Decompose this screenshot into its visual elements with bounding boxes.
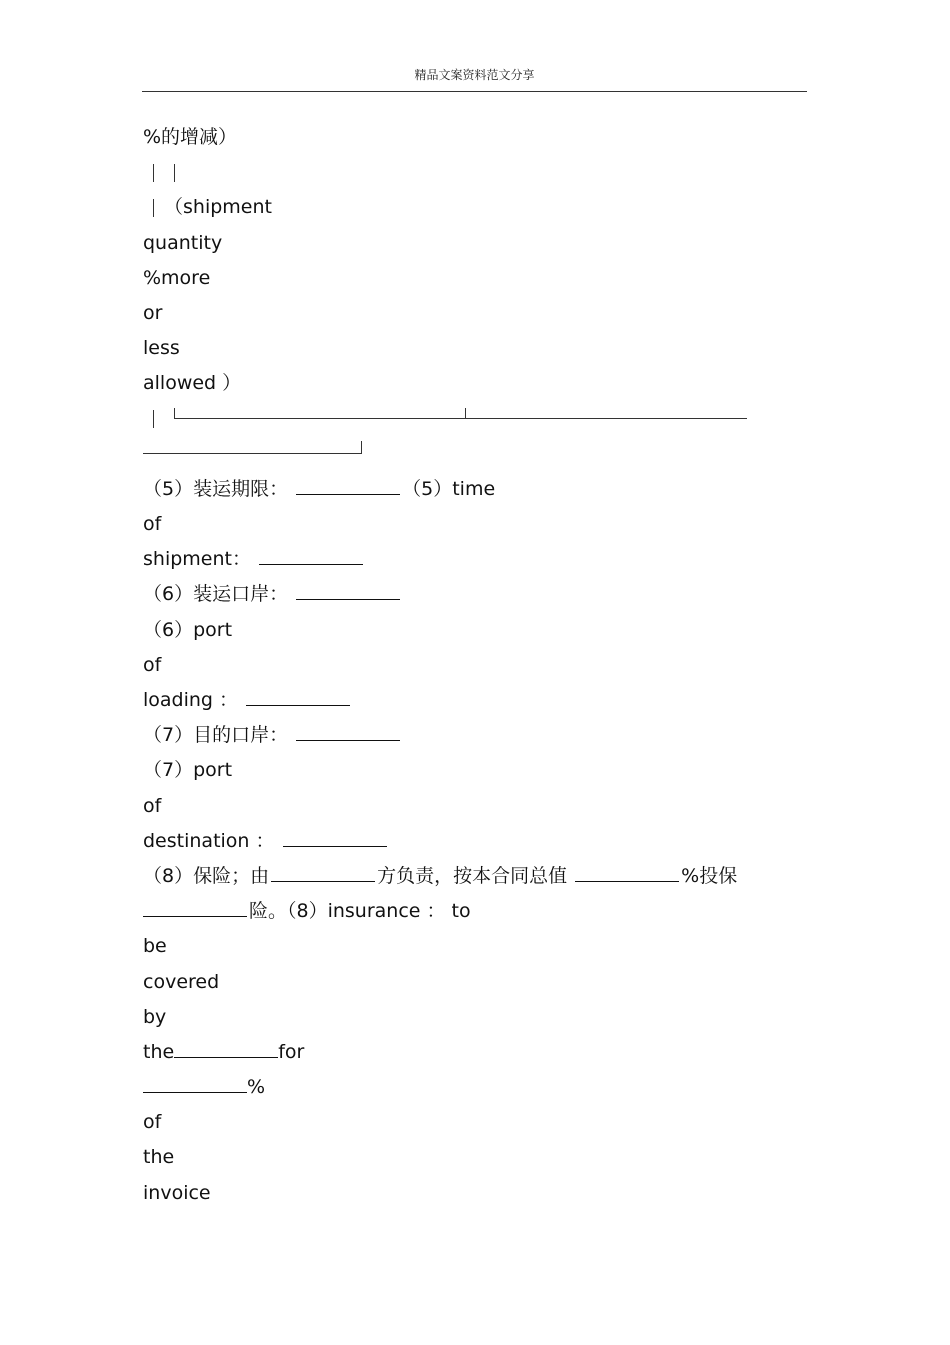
line-be: be	[143, 935, 167, 958]
line-destination	[143, 824, 808, 859]
blank-field[interactable]	[296, 478, 400, 495]
line-more: %more	[143, 266, 211, 289]
vertical-bar	[153, 199, 154, 217]
line-port: （6）port	[143, 618, 233, 641]
line-insurance-cn	[143, 859, 808, 894]
text-loading-label: loading ：	[143, 689, 239, 711]
line-quantity: quantity	[143, 231, 223, 254]
line-allowed: allowed ）	[143, 372, 242, 395]
text-the: the	[143, 1040, 175, 1063]
text-shipment-period-cn: （5）装运期限：	[143, 477, 289, 500]
text-insurance-cn-2: 方负责，按本合同总值	[377, 864, 568, 887]
line-of: of	[143, 653, 162, 676]
line-port-of-loading-cn	[143, 577, 808, 612]
blank-field[interactable]	[143, 900, 247, 917]
text-for: for	[278, 1040, 305, 1063]
blank-field[interactable]	[246, 689, 350, 706]
rule-mid-tick	[465, 408, 466, 418]
line-by: by	[143, 1005, 167, 1028]
line-time-of-shipment	[143, 472, 808, 507]
line-less: less	[143, 337, 180, 360]
blank-field[interactable]	[271, 865, 375, 882]
blank-field[interactable]	[143, 1076, 247, 1093]
horizontal-rule	[143, 437, 362, 454]
blank-field[interactable]	[259, 548, 363, 565]
line-covered: covered	[143, 970, 220, 993]
text-time: （5）time	[402, 477, 496, 500]
line-the: the	[143, 1146, 175, 1169]
line-vertical-bars	[143, 155, 808, 190]
line-percent	[143, 1070, 808, 1105]
line-destination-cn	[143, 718, 808, 753]
rule-end-tick	[361, 441, 362, 453]
line-of: of	[143, 1111, 162, 1134]
text-destination-label: destination ：	[143, 829, 275, 852]
blank-field[interactable]	[296, 724, 400, 741]
line-shipment-colon	[143, 542, 808, 577]
blank-field[interactable]	[575, 865, 679, 882]
text-destination-cn: （7）目的口岸：	[143, 724, 289, 747]
text-shipment-label: shipment：	[143, 548, 251, 571]
line-of: of	[143, 794, 162, 817]
page-header-title: 精品文案资料范文分享	[414, 68, 535, 82]
vertical-bar	[153, 410, 154, 428]
text-loading-port-cn: （6）装运口岸：	[143, 583, 289, 606]
line-quantity-tolerance-cn: %的增减）	[143, 126, 238, 148]
header-divider	[142, 91, 807, 92]
line-insurance	[143, 894, 808, 929]
vertical-bar	[153, 164, 154, 182]
text-percent: %	[247, 1076, 266, 1099]
line-or: or	[143, 301, 163, 324]
vertical-bar	[174, 164, 175, 182]
table-rule-row	[143, 402, 808, 437]
text-shipment: （shipment	[164, 196, 272, 219]
text-insurance: 险。（8）insurance ： to	[249, 900, 471, 923]
blank-field[interactable]	[296, 583, 400, 600]
line-the-for	[143, 1035, 808, 1070]
table-rule-row-2	[143, 437, 808, 472]
line-of: of	[143, 513, 162, 536]
blank-field[interactable]	[174, 1041, 278, 1058]
text-insurance-cn-3: %投保	[681, 864, 738, 887]
contract-body	[143, 120, 808, 1211]
line-loading	[143, 683, 808, 718]
line-shipment	[143, 190, 808, 225]
line-invoice: invoice	[143, 1181, 211, 1204]
blank-field[interactable]	[283, 830, 387, 847]
line-port: （7）port	[143, 759, 233, 782]
horizontal-rule	[174, 402, 747, 419]
text-insurance-cn: （8）保险；由	[143, 864, 270, 887]
